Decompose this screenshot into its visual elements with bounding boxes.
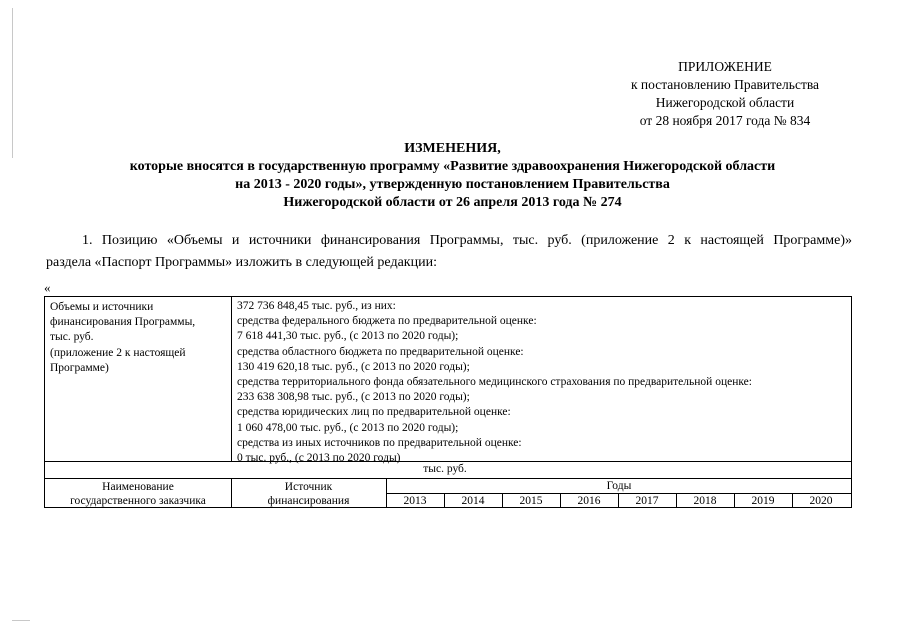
value-line: средства территориального фонда обязательного медицинского страхования по предварительной оценке:: [237, 376, 752, 389]
label-line: тыс. руб.: [50, 331, 94, 344]
title-line: ИЗМЕНЕНИЯ,: [404, 141, 501, 156]
appendix-line: от 28 ноября 2017 года № 834: [639, 113, 811, 128]
customer-column-header: [45, 480, 231, 508]
year-cell: 2013: [403, 495, 427, 507]
year-cell: 2015: [519, 495, 543, 507]
label-line: финансирования Программы,: [50, 316, 196, 329]
title-line: Нижегородской области от 26 апреля 2013 года № 274: [283, 195, 622, 210]
value-line: 7 618 441,30 тыс. руб., (с 2013 по 2020 годы);: [237, 330, 459, 343]
financing-table: [44, 296, 852, 508]
header-line: государственного заказчика: [70, 495, 206, 507]
label-line: Программе): [50, 361, 109, 374]
table-divider: [231, 297, 232, 461]
value-line: средства федерального бюджета по предварительной оценке:: [237, 315, 537, 328]
scan-margin-mark: [12, 620, 30, 621]
years-header: Годы: [606, 480, 632, 492]
financing-label-cell: [50, 300, 230, 376]
header-line: Источник: [284, 481, 333, 493]
year-cell: 2018: [693, 495, 717, 507]
opening-quote: «: [44, 280, 51, 295]
value-line: 1 060 478,00 тыс. руб., (с 2013 по 2020 годы);: [237, 421, 459, 434]
year-cell: 2016: [577, 495, 601, 507]
appendix-line: Нижегородской области: [655, 95, 795, 110]
value-line: 130 419 620,18 тыс. руб., (с 2013 по 2020 годы);: [237, 360, 470, 373]
year-cell: 2017: [635, 495, 659, 507]
value-line: 233 638 308,98 тыс. руб., (с 2013 по 2020 годы);: [237, 391, 470, 404]
label-line: (приложение 2 к настоящей: [50, 346, 186, 359]
label-line: Объемы и источники: [50, 301, 154, 313]
appendix-header: [560, 58, 890, 130]
financing-value-cell: [237, 299, 847, 466]
value-line: 372 736 848,45 тыс. руб., из них:: [237, 300, 396, 312]
appendix-line: ПРИЛОЖЕНИЕ: [678, 59, 772, 74]
header-line: Наименование: [102, 481, 174, 493]
source-column-header: [231, 480, 386, 508]
paragraph-1-line-1: 1. Позицию «Объемы и источники финансирования Программы, тыс. руб. (приложение 2 к настоящей Программе)»: [82, 233, 852, 248]
value-line: средства областного бюджета по предварительной оценке:: [237, 345, 524, 358]
value-line: средства юридических лиц по предварительной оценке:: [237, 406, 511, 419]
appendix-line: к постановлению Правительства: [630, 77, 820, 92]
year-cell: 2014: [461, 495, 485, 507]
paragraph-1-line-2: раздела «Паспорт Программы» изложить в следующей редакции:: [46, 255, 437, 270]
scan-margin-line: [12, 8, 13, 158]
title-line: которые вносятся в государственную программу «Развитие здравоохранения Нижегородской области: [129, 159, 776, 174]
document-title: [0, 140, 905, 212]
unit-label: тыс. руб.: [423, 463, 467, 475]
value-line: 0 тыс. руб., (с 2013 по 2020 годы): [237, 452, 401, 465]
header-line: финансирования: [267, 495, 350, 507]
value-line: средства из иных источников по предварительной оценке:: [237, 436, 522, 449]
year-cell: 2020: [809, 495, 833, 507]
title-line: на 2013 - 2020 годы», утвержденную постановлением Правительства: [235, 177, 670, 192]
year-cell: 2019: [751, 495, 775, 507]
